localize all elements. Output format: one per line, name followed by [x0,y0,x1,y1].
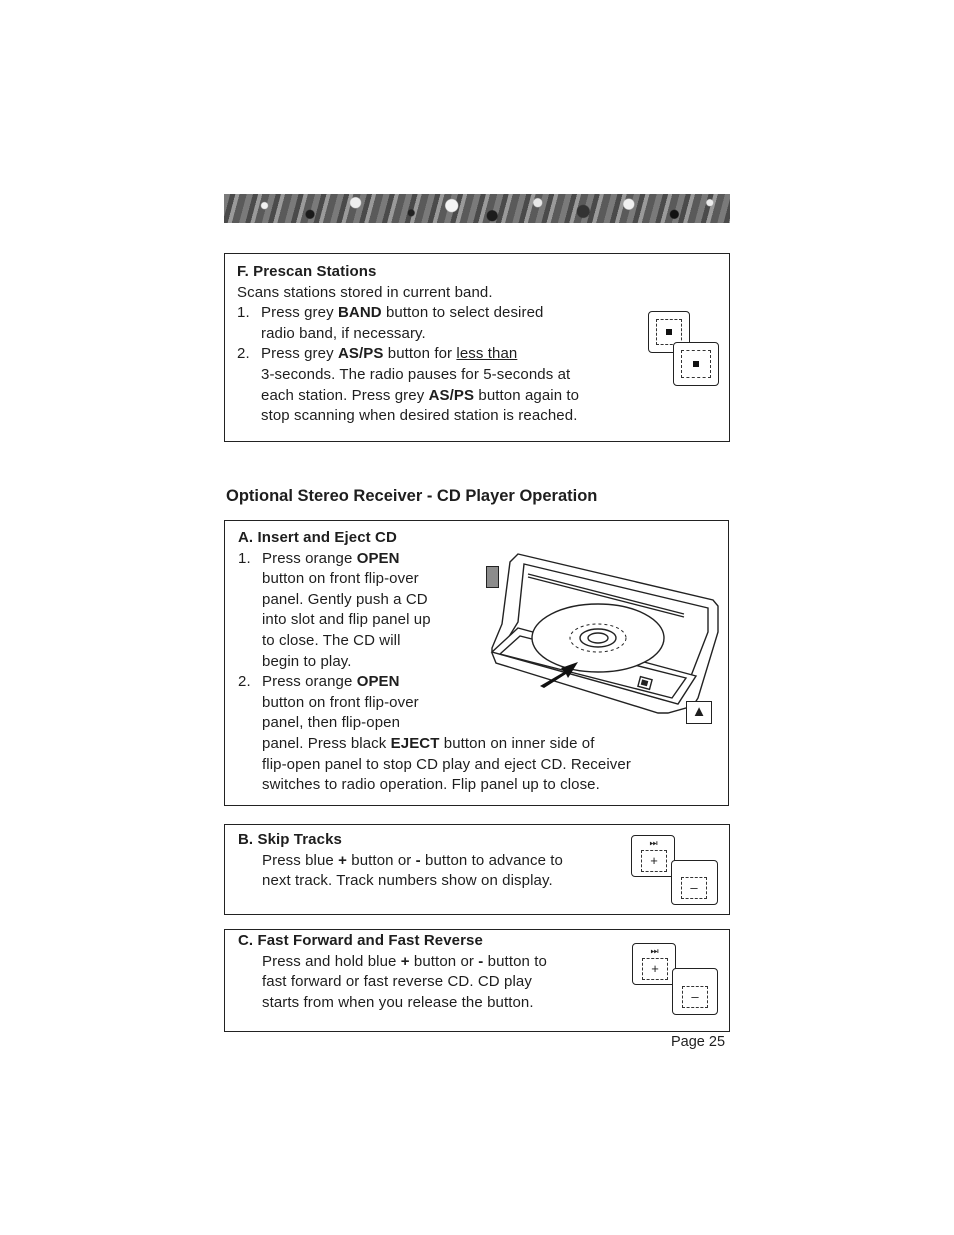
section-f-step2-line3: each station. Press grey AS/PS button again to [261,386,580,404]
skip-prev-button-icon [671,860,718,905]
section-f-step2-line1: 2. Press grey AS/PS button for less than [237,345,518,363]
section-f-step2-line4: stop scanning when desired station is reached. [261,407,578,425]
section-a-step1-line4: into slot and flip panel up [262,611,431,629]
fast-forward-icon: ⏭ [650,946,658,956]
header-texture-banner [224,194,730,223]
skip-tracks-text [238,830,563,892]
section-a-step1-line5: to close. The CD will [262,631,401,649]
section-f-intro: Scans stations stored in current band. [237,283,493,301]
section-b-line1: Press blue + button or - button to advance to [262,851,563,869]
section-a-step2-line4: panel. Press black EJECT button on inner side of [262,734,595,752]
section-a-step2-line3: panel, then flip-open [262,714,401,732]
section-a-step2-line1: 2. Press orange OPEN [238,673,400,691]
section-a-step2-line2: button on front flip-over [262,693,419,711]
section-a-step1-line1: 1. Press orange OPEN [238,549,400,567]
section-f-step1-line2: radio band, if necessary. [261,324,426,342]
section-c-title: C. Fast Forward and Fast Reverse [238,932,483,949]
section-c-line2: fast forward or fast reverse CD. CD play [262,973,532,991]
section-a-step1-line3: panel. Gently push a CD [262,590,428,608]
plus-label: + [641,850,667,872]
section-c-line3: starts from when you release the button. [262,993,534,1011]
section-f-step1-line1: 1. Press grey BAND button to select desired [237,304,544,322]
fast-forward-button-icon [632,943,676,985]
section-b-line2: next track. Track numbers show on display. [262,872,553,890]
cd-section-title: Optional Stereo Receiver - CD Player Operation [226,487,598,505]
eject-icon: ▲ [691,703,707,720]
prescan-stations-text [237,262,579,427]
minus-label: – [682,986,708,1008]
section-a-step2-line5: flip-open panel to stop CD play and eject CD. Receiver [262,755,631,773]
section-b-title: B. Skip Tracks [238,831,342,848]
section-c-line1: Press and hold blue + button or - button to [262,952,547,970]
section-a-step1-line2: button on front flip-over [262,570,419,588]
section-a-title: A. Insert and Eject CD [238,529,397,546]
section-f-step2-line2: 3-seconds. The radio pauses for 5-seconds at [261,365,571,383]
section-a-step2-line6: switches to radio operation. Flip panel up to close. [262,776,600,794]
plus-label: + [642,958,668,980]
eject-button-icon [686,701,712,724]
fast-reverse-button-icon [672,968,718,1015]
section-f-title: F. Prescan Stations [237,263,377,280]
section-a-step1-line6: begin to play. [262,652,352,670]
next-track-icon: ⏭ [649,838,657,848]
minus-label: – [681,877,707,899]
as-ps-button-icon [673,342,719,386]
fast-forward-reverse-text [238,931,547,1013]
skip-next-button-icon [631,835,675,877]
cd-receiver-illustration [488,548,723,718]
page-number: Page 25 [671,1034,726,1050]
